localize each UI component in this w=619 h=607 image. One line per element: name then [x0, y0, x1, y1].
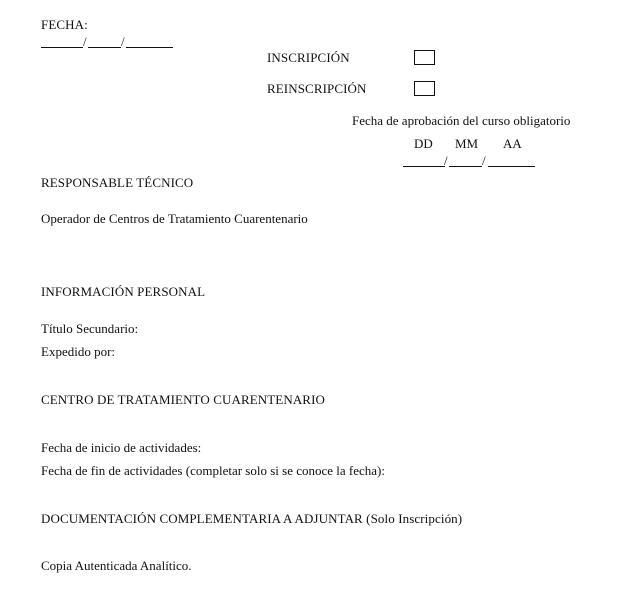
- documentacion-item: Copia Autenticada Analítico.: [41, 558, 192, 573]
- course-approval-separator-2: /: [482, 153, 486, 168]
- fecha-fin-label: Fecha de fin de actividades (completar solo si se conoce la fecha):: [41, 463, 385, 478]
- reinscripcion-checkbox[interactable]: [414, 81, 435, 96]
- course-approval-aa-label: AA: [503, 136, 522, 151]
- fecha-year-blank[interactable]: [126, 47, 173, 48]
- fecha-label: FECHA:: [41, 17, 88, 32]
- fecha-separator-1: /: [83, 34, 87, 49]
- fecha-inicio-label: Fecha de inicio de actividades:: [41, 440, 202, 455]
- inscripcion-checkbox[interactable]: [414, 50, 435, 65]
- course-approval-separator-1: /: [444, 153, 448, 168]
- course-approval-day-blank[interactable]: [403, 166, 445, 167]
- fecha-separator-2: /: [121, 34, 125, 49]
- reinscripcion-label: REINSCRIPCIÓN: [267, 81, 367, 96]
- fecha-month-blank[interactable]: [88, 47, 121, 48]
- course-approval-year-blank[interactable]: [488, 166, 535, 167]
- course-approval-label: Fecha de aprobación del curso obligatorio: [352, 113, 571, 128]
- responsable-role: Operador de Centros de Tratamiento Cuarentenario: [41, 211, 308, 226]
- titulo-secundario-label: Título Secundario:: [41, 321, 139, 336]
- course-approval-mm-label: MM: [455, 136, 479, 151]
- personal-heading: INFORMACIÓN PERSONAL: [41, 284, 206, 299]
- centro-heading: CENTRO DE TRATAMIENTO CUARENTENARIO: [41, 392, 325, 407]
- responsable-heading: RESPONSABLE TÉCNICO: [41, 175, 194, 190]
- course-approval-dd-label: DD: [414, 136, 433, 151]
- inscripcion-label: INSCRIPCIÓN: [267, 50, 350, 65]
- expedido-por-label: Expedido por:: [41, 344, 116, 359]
- documentacion-heading: DOCUMENTACIÓN COMPLEMENTARIA A ADJUNTAR (Solo Inscripción): [41, 511, 463, 526]
- fecha-day-blank[interactable]: [41, 47, 83, 48]
- course-approval-month-blank[interactable]: [449, 166, 482, 167]
